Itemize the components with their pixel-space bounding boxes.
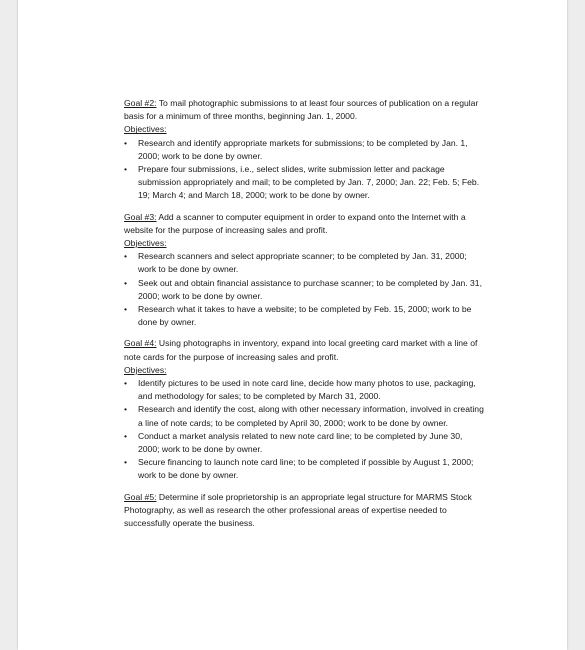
objective-text: Prepare four submissions, i.e., select slides, write submission letter and package submission appropriately and mail; to be completed by Jan. 7, 2000; Jan. 22; Feb. 5; Feb. 19; March 4; and March 18, 2000; work to be done by owner. [138, 164, 480, 201]
list-item [124, 163, 486, 203]
document-content [124, 97, 486, 538]
goal-5-label: Goal #5: [124, 491, 157, 502]
list-item [124, 250, 486, 276]
list-item [124, 303, 486, 329]
goal-2-section [124, 97, 486, 203]
goal-3-text: Add a scanner to computer equipment in order to expand onto the Internet with a website for the purpose of increasing sales and profit. [124, 211, 466, 235]
goal-4-section [124, 337, 486, 482]
objective-text: Secure financing to launch note card line; to be completed if possible by August 1, 2000; work to be done by owner. [138, 457, 474, 481]
objective-text: Conduct a market analysis related to new note card line; to be completed by June 30, 2000; work to be done by owner. [138, 430, 463, 455]
objective-text: Research what it takes to have a website; to be completed by Feb. 15, 2000; work to be done by owner. [138, 304, 472, 328]
bullet-icon: • [124, 251, 128, 262]
objective-text: Research and identify appropriate markets for submissions; to be completed by Jan. 1, 2000; work to be done by owner. [138, 137, 468, 161]
goal-2-label: Goal #2: [124, 98, 157, 108]
list-item [124, 456, 486, 482]
goal-4-objectives-heading: Objectives: [124, 364, 167, 375]
goal-3-objectives-list [124, 250, 486, 329]
goal-3-section [124, 211, 486, 330]
bullet-icon: • [124, 304, 128, 315]
goal-4-paragraph [124, 337, 486, 363]
list-item [124, 137, 486, 163]
objective-text: Research and identify the cost, along with other necessary information, involved in creating a line of note cards; to be completed by April 30, 2000; work to be done by owner. [138, 404, 484, 428]
goal-2-objectives-list [124, 137, 486, 203]
goal-4-label: Goal #4: [124, 338, 157, 349]
list-item [124, 377, 486, 403]
list-item [124, 277, 486, 303]
document-page [18, 0, 567, 650]
goal-5-paragraph [124, 491, 486, 531]
goal-3-paragraph [124, 211, 486, 237]
bullet-icon: • [124, 404, 128, 415]
goal-5-text: Determine if sole proprietorship is an appropriate legal structure for MARMS Stock Photography, as well as research the other professional areas of expertise needed to successfully operate the business. [124, 491, 472, 529]
bullet-icon: • [124, 430, 128, 441]
bullet-icon: • [124, 277, 128, 288]
objective-text: Research scanners and select appropriate scanner; to be completed by Jan. 31, 2000; work to be done by owner. [138, 251, 467, 275]
bullet-icon: • [124, 378, 128, 389]
goal-2-text: To mail photographic submissions to at least four sources of publication on a regular basis for a minimum of three months, beginning Jan. 1, 2000. [124, 98, 479, 122]
list-item [124, 403, 486, 429]
goal-2-objectives-heading: Objectives: [124, 124, 167, 135]
list-item [124, 430, 486, 456]
goal-3-objectives-heading: Objectives: [124, 238, 167, 249]
goal-3-label: Goal #3: [124, 211, 157, 222]
goal-2-paragraph [124, 97, 486, 123]
goal-4-objectives-list [124, 377, 486, 483]
objective-text: Identify pictures to be used in note card line, decide how many photos to use, packaging, and methodology for sales; to be completed by March 31, 2000. [138, 378, 476, 402]
objective-text: Seek out and obtain financial assistance to purchase scanner; to be completed by Jan. 31, 2000; work to be done by owner. [138, 277, 482, 301]
goal-5-section [124, 491, 486, 531]
goal-4-text: Using photographs in inventory, expand into local greeting card market with a line of note cards for the purpose of increasing sales and profit. [124, 338, 478, 362]
bullet-icon: • [124, 137, 128, 148]
bullet-icon: • [124, 164, 128, 175]
bullet-icon: • [124, 457, 128, 468]
